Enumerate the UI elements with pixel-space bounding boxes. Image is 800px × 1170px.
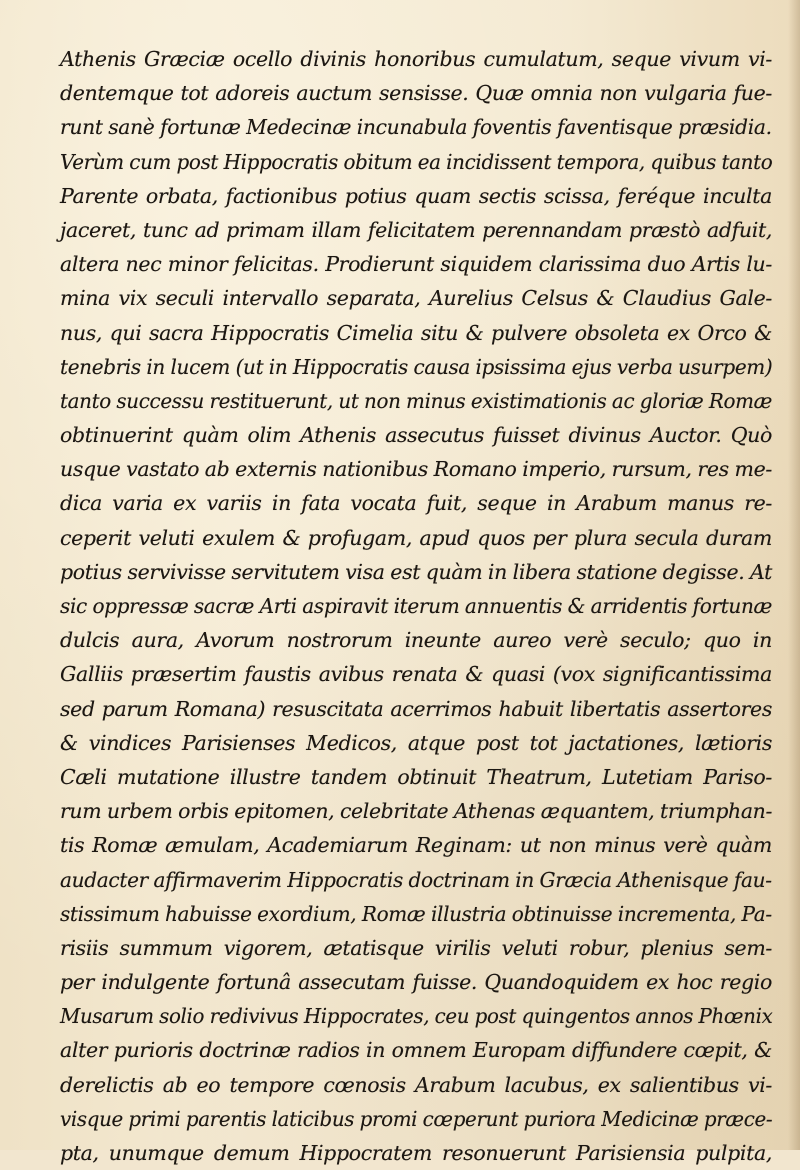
text-line: nus, qui sacra Hippocratis Cimelia situ & pulvere obsoleta ex Orco &: [60, 320, 772, 345]
text-line: sed parum Romana) resuscitata acerrimos habuit libertatis assertores: [60, 696, 772, 721]
text-line: Athenis Græciæ ocello divinis honoribus cumulatum, seque vivum vi-: [60, 47, 772, 71]
text-line: visque primi parentis laticibus promi cœperunt puriora Medicinæ præce-: [60, 1106, 773, 1131]
text-line: altera nec minor felicitas. Prodierunt siquidem clarissima duo Artis lu-: [60, 252, 772, 277]
text-line: jaceret, tunc ad primam illam felicitatem perennandam præstò adfuit,: [60, 217, 772, 242]
body-text: [60, 42, 772, 1170]
text-line: derelictis ab eo tempore cœnosis Arabum lacubus, ex salientibus vi-: [60, 1072, 772, 1097]
text-line: obtinuerint quàm olim Athenis assecutus fuisset divinus Auctor. Quò: [60, 423, 772, 448]
text-line: potius servivisse servitutem visa est quàm in libera statione degisse. At: [60, 559, 773, 584]
text-line: tanto successu restituerunt, ut non minus existimationis ac gloriæ Romæ: [60, 388, 772, 413]
text-line: ceperit veluti exulem & profugam, apud quos per plura secula duram: [60, 525, 772, 550]
text-line: pta, unumque demum Hippocratem resonuerunt Parisiensia pulpita,: [60, 1141, 772, 1165]
text-line: mina vix seculi intervallo separata, Aurelius Celsus & Claudius Gale-: [60, 286, 772, 311]
text-line: dentemque tot adoreis auctum sensisse. Quæ omnia non vulgaria fue-: [60, 81, 772, 106]
text-line: usque vastato ab externis nationibus Romano imperio, rursum, res me-: [60, 457, 772, 482]
page-edge-shadow: [788, 0, 800, 1150]
text-line: Cæli mutatione illustre tandem obtinuit Theatrum, Lutetiam Pariso-: [60, 764, 772, 789]
text-line: & vindices Parisienses Medicos, atque post tot jactationes, lætioris: [60, 730, 772, 755]
text-line: Parente orbata, factionibus potius quam sectis scissa, feréque inculta: [60, 183, 772, 208]
text-line: runt sanè fortunæ Medecinæ incunabula foventis faventisque præsidia.: [60, 115, 772, 140]
text-line: Galliis præsertim faustis avibus renata & quasi (vox significantissima: [60, 662, 772, 687]
text-line: tis Romæ æmulam, Academiarum Reginam: ut non minus verè quàm: [60, 833, 772, 858]
text-line: audacter affirmaverim Hippocratis doctrinam in Græcia Athenisque fau-: [60, 867, 772, 892]
text-line: per indulgente fortunâ assecutam fuisse. Quandoquidem ex hoc regio: [60, 970, 772, 995]
text-line: dulcis aura, Avorum nostrorum ineunte aureo verè seculo; quo in: [60, 628, 772, 653]
text-line: sic oppressæ sacræ Arti aspiravit iterum annuentis & arridentis fortunæ: [60, 594, 773, 618]
text-line: rum urbem orbis epitomen, celebritate Athenas æquantem, triumphan-: [60, 799, 773, 824]
text-line: dica varia ex variis in fata vocata fuit, seque in Arabum manus re-: [60, 491, 772, 516]
text-line: Verùm cum post Hippocratis obitum ea incidissent tempora, quibus tanto: [60, 149, 773, 174]
text-line: alter purioris doctrinæ radios in omnem Europam diffundere cœpit, &: [60, 1038, 772, 1063]
text-line: stissimum habuisse exordium, Romæ illustria obtinuisse incrementa, Pa-: [60, 901, 772, 926]
text-line: risiis summum vigorem, ætatisque virilis veluti robur, plenius sem-: [60, 935, 772, 960]
text-line: Musarum solio redivivus Hippocrates, ceu post quingentos annos Phœnix: [60, 1004, 773, 1029]
text-line: tenebris in lucem (ut in Hippocratis causa ipsissima ejus verba usurpem): [60, 354, 773, 379]
